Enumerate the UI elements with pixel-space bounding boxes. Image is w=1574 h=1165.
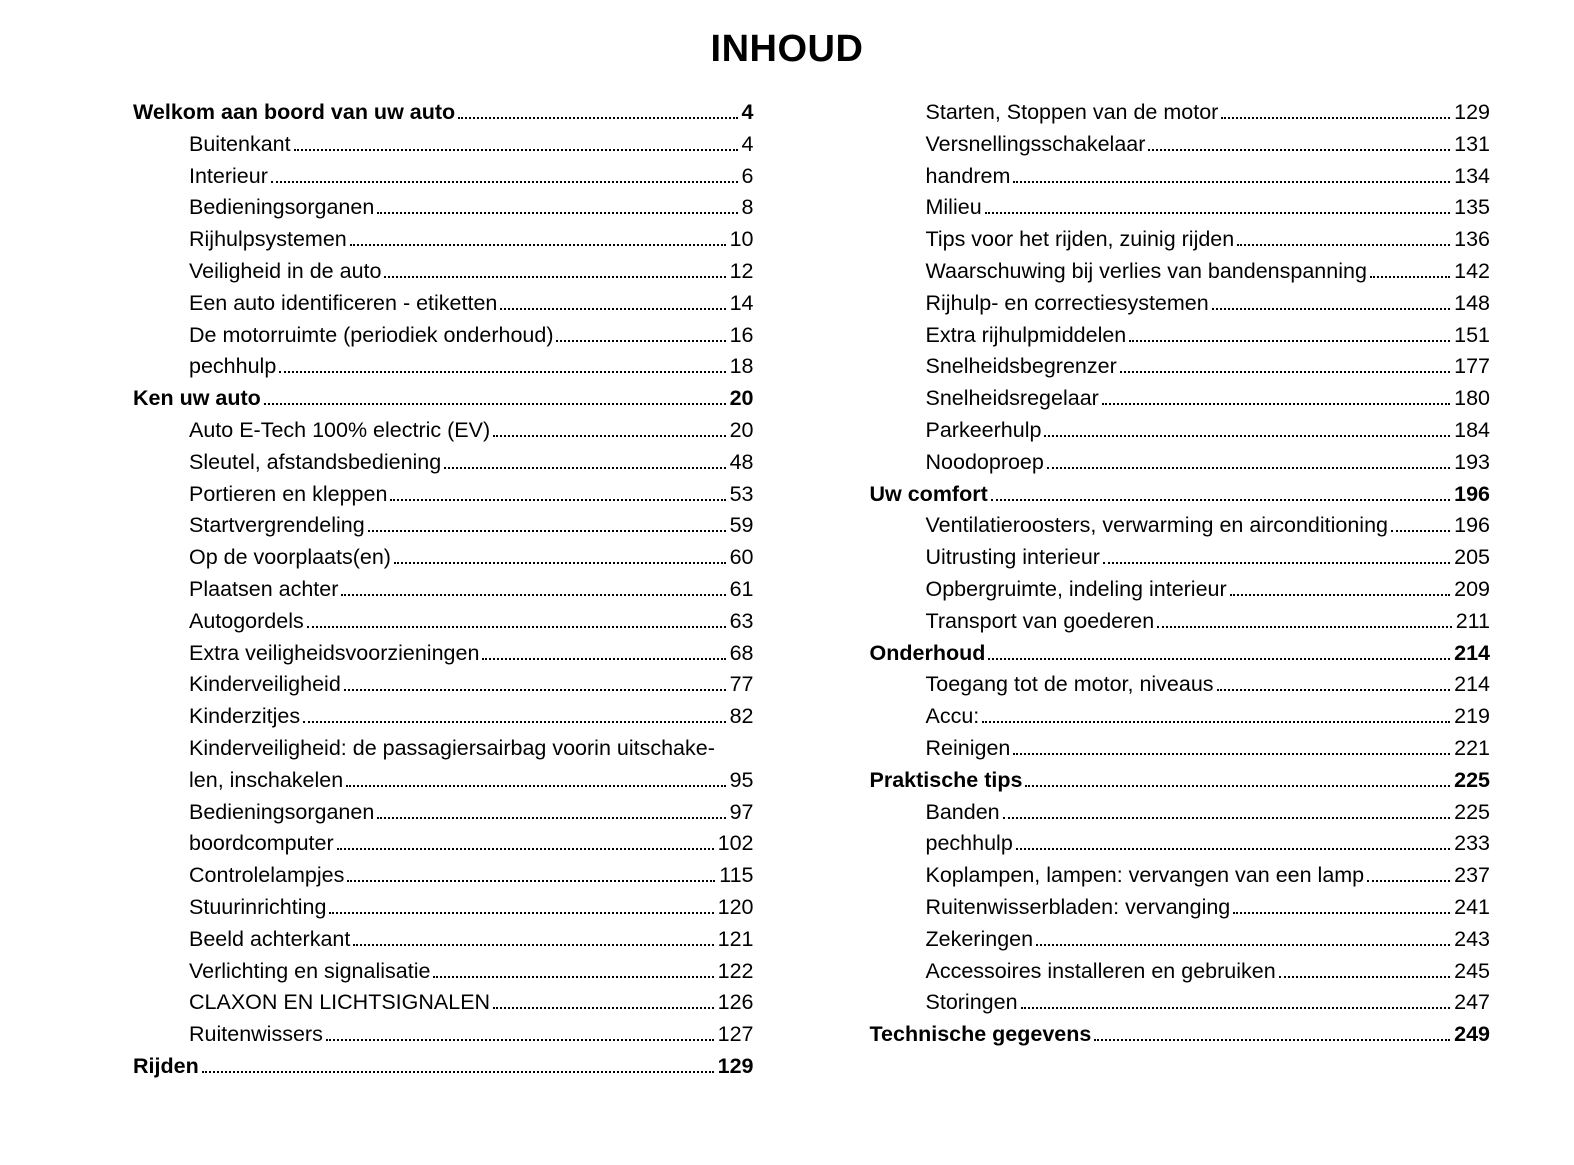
toc-entry bbox=[133, 638, 754, 670]
toc-dot-leader bbox=[329, 912, 713, 914]
toc-entry bbox=[133, 224, 754, 256]
toc-entry-label: Storingen bbox=[925, 990, 1018, 1015]
toc-dot-leader bbox=[1129, 340, 1450, 342]
toc-entry-page: 151 bbox=[1454, 322, 1490, 347]
toc-entry-page: 209 bbox=[1454, 576, 1490, 601]
toc-dot-leader bbox=[384, 276, 725, 278]
toc-entry-page: 196 bbox=[1454, 481, 1490, 506]
toc-entry-page: 8 bbox=[741, 195, 754, 220]
toc-entry-page: 134 bbox=[1454, 163, 1490, 188]
toc-entry bbox=[133, 510, 754, 542]
toc-dot-leader bbox=[1016, 848, 1450, 850]
toc-entry-page: 20 bbox=[729, 386, 754, 411]
toc-entry-page: 211 bbox=[1455, 608, 1490, 633]
toc-dot-leader bbox=[1036, 944, 1450, 946]
toc-entry-page: 121 bbox=[717, 926, 754, 951]
toc-entry-page: 102 bbox=[717, 831, 754, 856]
toc-entry bbox=[133, 956, 754, 988]
toc-dot-leader bbox=[1044, 435, 1450, 437]
toc-entry-page: 126 bbox=[717, 990, 754, 1015]
toc-entry bbox=[870, 860, 1491, 892]
toc-entry-label: Autogordels bbox=[189, 608, 304, 633]
toc-entry-page: 48 bbox=[729, 449, 754, 474]
toc-dot-leader bbox=[1103, 562, 1450, 564]
toc-dot-leader bbox=[307, 626, 726, 628]
toc-entry bbox=[870, 924, 1491, 956]
table-of-contents bbox=[0, 71, 1574, 1083]
toc-entry bbox=[870, 351, 1491, 383]
toc-dot-leader bbox=[493, 435, 725, 437]
toc-entry-label: Stuurinrichting bbox=[189, 894, 327, 919]
toc-entry bbox=[870, 892, 1491, 924]
toc-dot-leader bbox=[1120, 371, 1450, 373]
toc-dot-leader bbox=[500, 308, 725, 310]
toc-entry bbox=[133, 669, 754, 701]
toc-entry bbox=[870, 1019, 1491, 1051]
toc-entry-label: Reinigen bbox=[925, 735, 1011, 760]
toc-entry bbox=[133, 924, 754, 956]
toc-entry-label: Onderhoud bbox=[869, 640, 986, 665]
toc-entry-label: Een auto identificeren - etiketten bbox=[189, 290, 498, 315]
toc-entry-page: 122 bbox=[717, 958, 754, 983]
toc-dot-leader bbox=[1370, 276, 1450, 278]
toc-entry-page: 241 bbox=[1454, 894, 1490, 919]
toc-entry-page: 10 bbox=[729, 227, 754, 252]
toc-entry-page: 221 bbox=[1454, 735, 1490, 760]
toc-entry bbox=[133, 161, 754, 193]
toc-entry-label: Milieu bbox=[925, 195, 982, 220]
toc-entry-label: len, inschakelen bbox=[189, 767, 344, 792]
toc-dot-leader bbox=[433, 976, 713, 978]
toc-entry-page: 82 bbox=[729, 704, 754, 729]
toc-entry-page: 6 bbox=[741, 163, 754, 188]
toc-dot-leader bbox=[1094, 1039, 1450, 1041]
toc-dot-leader bbox=[482, 658, 725, 660]
toc-entry bbox=[133, 606, 754, 638]
toc-entry-label: Op de voorplaats(en) bbox=[189, 545, 391, 570]
toc-entry bbox=[133, 97, 754, 129]
toc-entry-label: handrem bbox=[925, 163, 1011, 188]
toc-entry-page: 180 bbox=[1454, 386, 1490, 411]
toc-entry bbox=[133, 1019, 754, 1051]
toc-dot-leader bbox=[1003, 817, 1450, 819]
toc-entry-page: 61 bbox=[729, 576, 754, 601]
toc-entry-page: 233 bbox=[1454, 831, 1490, 856]
toc-entry bbox=[133, 383, 754, 415]
toc-entry-label: Ventilatieroosters, verwarming en airconditioning bbox=[925, 513, 1388, 538]
toc-dot-leader bbox=[264, 403, 726, 405]
toc-entry bbox=[870, 447, 1491, 479]
toc-entry bbox=[133, 415, 754, 447]
page-title: INHOUD bbox=[710, 28, 864, 70]
toc-entry bbox=[870, 956, 1491, 988]
toc-entry-label: Snelheidsbegrenzer bbox=[925, 354, 1117, 379]
toc-dot-leader bbox=[1013, 753, 1450, 755]
toc-entry-label: Verlichting en signalisatie bbox=[189, 958, 431, 983]
toc-entry-page: 129 bbox=[1454, 100, 1490, 124]
toc-entry-label: Buitenkant bbox=[189, 131, 291, 156]
toc-entry-page: 59 bbox=[729, 513, 754, 538]
toc-dot-leader bbox=[1230, 594, 1450, 596]
toc-entry-page: 120 bbox=[717, 894, 754, 919]
toc-entry bbox=[870, 256, 1491, 288]
toc-entry-label: Ruitenwissers bbox=[189, 1022, 323, 1047]
toc-dot-leader bbox=[1221, 117, 1450, 119]
toc-dot-leader bbox=[1157, 626, 1452, 628]
toc-entry bbox=[870, 192, 1491, 224]
toc-dot-leader bbox=[326, 1039, 714, 1041]
toc-entry-label: Extra veiligheidsvoorzieningen bbox=[189, 640, 480, 665]
toc-dot-leader bbox=[377, 817, 725, 819]
toc-entry-label: Waarschuwing bij verlies van bandenspanning bbox=[925, 258, 1367, 283]
toc-dot-leader bbox=[1013, 181, 1450, 183]
toc-dot-leader bbox=[344, 689, 726, 691]
toc-entry bbox=[133, 320, 754, 352]
toc-entry-page: 77 bbox=[729, 672, 754, 697]
toc-entry bbox=[133, 447, 754, 479]
toc-entry-label: Welkom aan boord van uw auto bbox=[133, 100, 456, 124]
toc-entry-page: 115 bbox=[719, 863, 754, 888]
toc-dot-leader bbox=[303, 721, 725, 723]
toc-entry bbox=[870, 701, 1491, 733]
toc-entry-page: 4 bbox=[741, 100, 754, 124]
toc-entry-label: Uitrusting interieur bbox=[925, 545, 1100, 570]
toc-entry-label: Rijden bbox=[133, 1053, 199, 1078]
toc-dot-leader bbox=[346, 785, 725, 787]
toc-entry-label: Plaatsen achter bbox=[189, 576, 339, 601]
toc-dot-leader bbox=[991, 499, 1450, 501]
toc-entry bbox=[133, 987, 754, 1019]
toc-dot-leader bbox=[353, 944, 713, 946]
toc-entry-label: De motorruimte (periodiek onderhoud) bbox=[189, 322, 554, 347]
toc-entry-page: 60 bbox=[729, 545, 754, 570]
toc-entry-page: 135 bbox=[1454, 195, 1490, 220]
toc-entry bbox=[870, 797, 1491, 829]
toc-entry-label: Controlelampjes bbox=[189, 863, 345, 888]
toc-entry bbox=[870, 97, 1491, 129]
toc-entry bbox=[133, 288, 754, 320]
toc-entry-page: 20 bbox=[729, 417, 754, 442]
toc-dot-leader bbox=[202, 1071, 714, 1073]
toc-entry-page: 18 bbox=[729, 354, 754, 379]
toc-entry-label: Uw comfort bbox=[869, 481, 988, 506]
toc-dot-leader bbox=[271, 181, 738, 183]
toc-dot-leader bbox=[1391, 530, 1450, 532]
toc-entry bbox=[870, 129, 1491, 161]
toc-entry-page: 63 bbox=[729, 608, 754, 633]
toc-entry-page: 16 bbox=[729, 322, 754, 347]
toc-entry bbox=[133, 765, 754, 797]
toc-entry-label: Portieren en kleppen bbox=[189, 481, 388, 506]
toc-entry-label: Sleutel, afstandsbediening bbox=[189, 449, 442, 474]
toc-dot-leader bbox=[337, 848, 714, 850]
toc-entry bbox=[133, 574, 754, 606]
toc-entry bbox=[133, 129, 754, 161]
toc-entry-page: 53 bbox=[729, 481, 754, 506]
toc-entry-label: Kinderveiligheid bbox=[189, 672, 341, 697]
toc-entry-label: Parkeerhulp bbox=[925, 417, 1042, 442]
toc-entry bbox=[870, 669, 1491, 701]
toc-entry-page: 243 bbox=[1454, 926, 1490, 951]
toc-entry-page: 247 bbox=[1454, 990, 1490, 1015]
toc-entry-label: Startvergrendeling bbox=[189, 513, 365, 538]
toc-entry bbox=[870, 542, 1491, 574]
toc-entry-label: Bedieningsorganen bbox=[189, 195, 375, 220]
toc-entry-label: pechhulp bbox=[189, 354, 277, 379]
toc-entry bbox=[133, 256, 754, 288]
toc-entry-page: 184 bbox=[1454, 417, 1490, 442]
toc-dot-leader bbox=[1237, 244, 1450, 246]
toc-entry-page: 95 bbox=[729, 767, 754, 792]
toc-dot-leader bbox=[1148, 149, 1450, 151]
toc-entry bbox=[133, 351, 754, 383]
toc-entry-page: 249 bbox=[1454, 1022, 1490, 1047]
toc-entry bbox=[133, 701, 754, 733]
toc-entry bbox=[870, 828, 1491, 860]
toc-dot-leader bbox=[1212, 308, 1450, 310]
toc-dot-leader bbox=[1233, 912, 1450, 914]
toc-dot-leader bbox=[368, 530, 726, 532]
toc-dot-leader bbox=[1279, 976, 1450, 978]
toc-entry-page: 193 bbox=[1454, 449, 1490, 474]
toc-entry bbox=[870, 765, 1491, 797]
toc-entry-page: 219 bbox=[1454, 704, 1490, 729]
toc-entry-page: 68 bbox=[729, 640, 754, 665]
toc-entry-page: 148 bbox=[1454, 290, 1490, 315]
toc-entry-page: 131 bbox=[1454, 131, 1490, 156]
toc-entry-label: Ruitenwisserbladen: vervanging bbox=[925, 894, 1231, 919]
toc-dot-leader bbox=[350, 244, 726, 246]
toc-entry-page: 129 bbox=[717, 1053, 754, 1078]
toc-dot-leader bbox=[1025, 785, 1450, 787]
toc-entry bbox=[870, 415, 1491, 447]
toc-entry bbox=[870, 288, 1491, 320]
toc-entry bbox=[870, 606, 1491, 638]
toc-entry-label: pechhulp bbox=[925, 831, 1013, 856]
toc-dot-leader bbox=[1047, 467, 1450, 469]
toc-entry-label: Banden bbox=[925, 799, 1000, 824]
toc-entry-page: 136 bbox=[1454, 227, 1490, 252]
toc-dot-leader bbox=[347, 880, 715, 882]
toc-entry bbox=[133, 860, 754, 892]
toc-column-right bbox=[870, 97, 1491, 1083]
toc-dot-leader bbox=[1102, 403, 1450, 405]
toc-entry-label: Interieur bbox=[189, 163, 268, 188]
toc-entry-label: Extra rijhulpmiddelen bbox=[925, 322, 1127, 347]
toc-entry-page: 205 bbox=[1454, 545, 1490, 570]
toc-entry-label: Toegang tot de motor, niveaus bbox=[925, 672, 1214, 697]
toc-entry bbox=[870, 733, 1491, 765]
toc-entry bbox=[133, 1051, 754, 1083]
toc-entry-label: Beeld achterkant bbox=[189, 926, 351, 951]
toc-entry-label: Noodoproep bbox=[925, 449, 1044, 474]
toc-entry-page: 214 bbox=[1454, 672, 1490, 697]
toc-entry bbox=[133, 892, 754, 924]
toc-entry-page: 225 bbox=[1454, 767, 1490, 792]
toc-entry-page: 4 bbox=[741, 131, 754, 156]
toc-entry-page: 127 bbox=[717, 1022, 754, 1047]
toc-entry-label: Snelheidsregelaar bbox=[925, 386, 1099, 411]
toc-dot-leader bbox=[458, 117, 737, 119]
toc-dot-leader bbox=[985, 212, 1450, 214]
toc-entry-page: 177 bbox=[1454, 354, 1490, 379]
toc-entry-page: 196 bbox=[1454, 513, 1490, 538]
toc-dot-leader bbox=[394, 562, 726, 564]
toc-entry bbox=[133, 828, 754, 860]
toc-entry-label: Accessoires installeren en gebruiken bbox=[925, 958, 1276, 983]
toc-entry-page: 245 bbox=[1454, 958, 1490, 983]
toc-dot-leader bbox=[279, 371, 725, 373]
toc-entry-label: Praktische tips bbox=[869, 767, 1023, 792]
toc-entry-page: 142 bbox=[1454, 258, 1490, 283]
toc-entry-label: Starten, Stoppen van de motor bbox=[925, 100, 1219, 124]
toc-entry-label: Tips voor het rijden, zuinig rijden bbox=[925, 227, 1235, 252]
toc-entry-label: Rijhulp- en correctiesystemen bbox=[925, 290, 1209, 315]
toc-entry-label: Zekeringen bbox=[925, 926, 1034, 951]
toc-entry-label: Versnellingsschakelaar bbox=[925, 131, 1146, 156]
toc-dot-leader bbox=[390, 499, 725, 501]
toc-dot-leader bbox=[493, 1007, 714, 1009]
toc-entry-label: Auto E-Tech 100% electric (EV) bbox=[189, 417, 491, 442]
toc-entry bbox=[870, 987, 1491, 1019]
toc-entry bbox=[870, 161, 1491, 193]
toc-entry-label: boordcomputer bbox=[189, 831, 334, 856]
toc-entry-page: 225 bbox=[1454, 799, 1490, 824]
toc-entry-page: 237 bbox=[1454, 863, 1490, 888]
toc-entry-label: Bedieningsorganen bbox=[189, 799, 375, 824]
toc-column-left bbox=[133, 97, 754, 1083]
toc-dot-leader bbox=[1217, 689, 1451, 691]
toc-entry bbox=[870, 479, 1491, 511]
toc-entry-label: Koplampen, lampen: vervangen van een lamp bbox=[925, 863, 1365, 888]
toc-entry bbox=[133, 192, 754, 224]
toc-entry-label: Opbergruimte, indeling interieur bbox=[925, 576, 1227, 601]
toc-entry bbox=[870, 383, 1491, 415]
toc-dot-leader bbox=[988, 658, 1450, 660]
toc-entry-page: 214 bbox=[1454, 640, 1490, 665]
toc-entry-label: Rijhulpsystemen bbox=[189, 227, 347, 252]
toc-entry-label: CLAXON EN LICHTSIGNALEN bbox=[189, 990, 491, 1015]
toc-dot-leader bbox=[982, 721, 1450, 723]
toc-dot-leader bbox=[377, 212, 737, 214]
toc-entry-page: 14 bbox=[729, 290, 754, 315]
toc-entry bbox=[133, 797, 754, 829]
toc-entry bbox=[870, 224, 1491, 256]
toc-dot-leader bbox=[556, 340, 725, 342]
toc-dot-leader bbox=[294, 149, 738, 151]
toc-entry-label: Veiligheid in de auto bbox=[189, 258, 382, 283]
toc-entry-wrap-line: Kinderveiligheid: de passagiersairbag voorin uitschake- bbox=[189, 735, 715, 760]
toc-entry bbox=[133, 479, 754, 511]
toc-entry-label: Transport van goederen bbox=[925, 608, 1155, 633]
toc-entry-page: 12 bbox=[729, 258, 754, 283]
toc-entry-label: Ken uw auto bbox=[133, 386, 261, 411]
toc-dot-leader bbox=[1367, 880, 1450, 882]
toc-entry-label: Accu: bbox=[925, 704, 980, 729]
toc-entry-page: 97 bbox=[729, 799, 754, 824]
toc-dot-leader bbox=[444, 467, 725, 469]
toc-entry-label: Kinderzitjes bbox=[189, 704, 301, 729]
toc-entry bbox=[133, 542, 754, 574]
toc-entry bbox=[870, 574, 1491, 606]
toc-entry bbox=[870, 320, 1491, 352]
toc-dot-leader bbox=[341, 594, 725, 596]
toc-entry bbox=[870, 510, 1491, 542]
toc-dot-leader bbox=[1021, 1007, 1451, 1009]
toc-entry-label: Technische gegevens bbox=[869, 1022, 1092, 1047]
toc-entry bbox=[870, 638, 1491, 670]
